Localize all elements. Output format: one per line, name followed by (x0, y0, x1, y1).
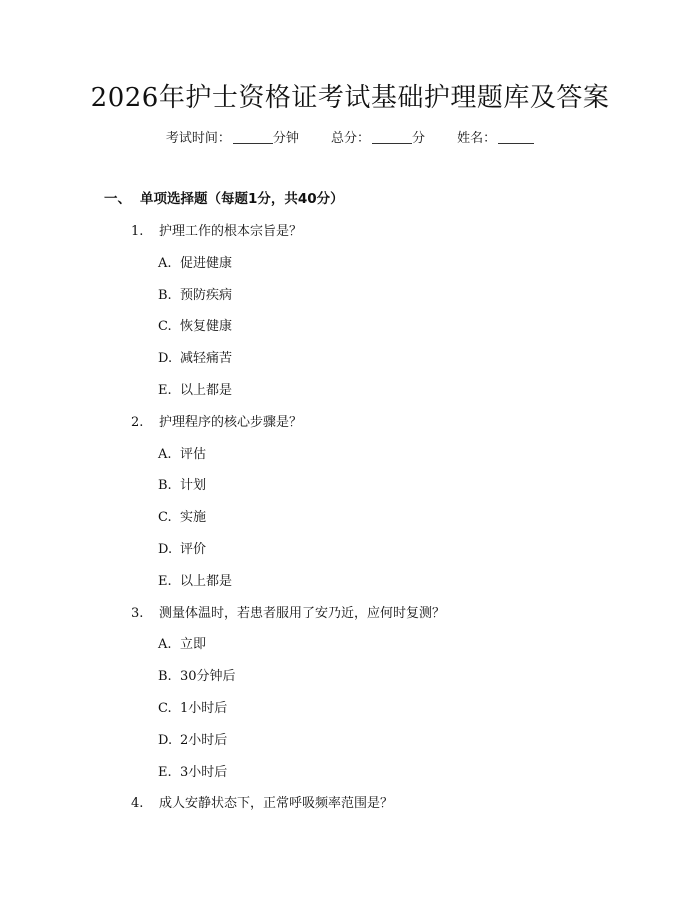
exam-time-label: 考试时间： (165, 131, 231, 146)
option-letter: A. (158, 255, 172, 271)
option-letter: B. (158, 287, 172, 303)
section-title: 单项选择题（每题1分，共40分） (140, 191, 344, 207)
option-letter: B. (158, 478, 172, 494)
option-b (158, 476, 206, 496)
page-title: 2026年护士资格证考试基础护理题库及答案 (90, 83, 610, 113)
option-letter: A. (158, 637, 172, 653)
exam-time-blank (233, 129, 273, 144)
option-letter: D. (158, 732, 173, 748)
total-score (331, 131, 429, 146)
option-letter: D. (158, 351, 173, 367)
option-a (158, 445, 206, 465)
exam-time (166, 131, 303, 146)
option-b (158, 667, 236, 687)
option-c (158, 699, 227, 719)
question-4 (131, 794, 393, 814)
total-score-blank (372, 129, 412, 144)
option-letter: D. (158, 542, 173, 557)
option-text: 评估 (180, 446, 207, 462)
option-e (158, 381, 232, 401)
student-name (457, 131, 534, 146)
option-a (158, 254, 232, 274)
option-text: 促进健康 (180, 255, 233, 271)
exam-time-unit: 分钟 (272, 131, 299, 146)
exam-meta (0, 128, 700, 150)
option-letter: B. (158, 669, 172, 685)
option-d (158, 349, 232, 369)
option-letter: E. (158, 573, 172, 589)
option-text: 减轻痛苦 (180, 351, 233, 367)
question-text: 护理程序的核心步骤是？ (159, 414, 303, 430)
option-d (158, 540, 206, 560)
option-text: 以上都是 (180, 383, 233, 398)
option-c (158, 317, 232, 337)
option-text: 预防疾病 (180, 287, 233, 303)
option-text: 3小时后 (180, 764, 228, 780)
question-text: 测量体温时，若患者服用了安乃近，应何时复测？ (159, 605, 446, 621)
option-text: 1小时后 (180, 701, 228, 716)
question-text: 成人安静状态下，正常呼吸频率范围是？ (159, 796, 394, 812)
option-b (158, 286, 232, 306)
option-e (158, 763, 227, 783)
option-letter: C. (158, 701, 172, 716)
student-name-blank (498, 129, 534, 144)
question-number: 2. (131, 414, 144, 430)
total-score-unit: 分 (412, 131, 426, 146)
option-text: 计划 (180, 478, 207, 494)
total-score-label: 总分： (330, 131, 370, 146)
option-text: 实施 (180, 510, 207, 526)
question-3 (131, 604, 445, 624)
option-text: 立即 (180, 637, 207, 653)
option-text: 2小时后 (180, 732, 228, 748)
question-number: 1. (131, 224, 144, 239)
question-number: 4. (131, 796, 144, 812)
option-d (158, 731, 227, 751)
option-letter: E. (158, 383, 172, 398)
student-name-label: 姓名： (457, 131, 497, 146)
option-text: 以上都是 (180, 573, 233, 589)
option-e (158, 572, 232, 592)
section-number: 一、 (104, 191, 131, 207)
option-text: 评价 (180, 542, 207, 557)
option-text: 30分钟后 (180, 669, 236, 685)
question-number: 3. (131, 605, 144, 621)
option-text: 恢复健康 (180, 319, 233, 335)
question-1 (131, 222, 302, 242)
option-letter: E. (158, 764, 172, 780)
question-2 (131, 413, 302, 433)
option-letter: C. (158, 510, 172, 526)
option-c (158, 508, 206, 528)
option-a (158, 635, 206, 655)
question-text: 护理工作的根本宗旨是？ (159, 224, 303, 239)
option-letter: A. (158, 446, 172, 462)
section-heading (104, 188, 344, 210)
option-letter: C. (158, 319, 172, 335)
